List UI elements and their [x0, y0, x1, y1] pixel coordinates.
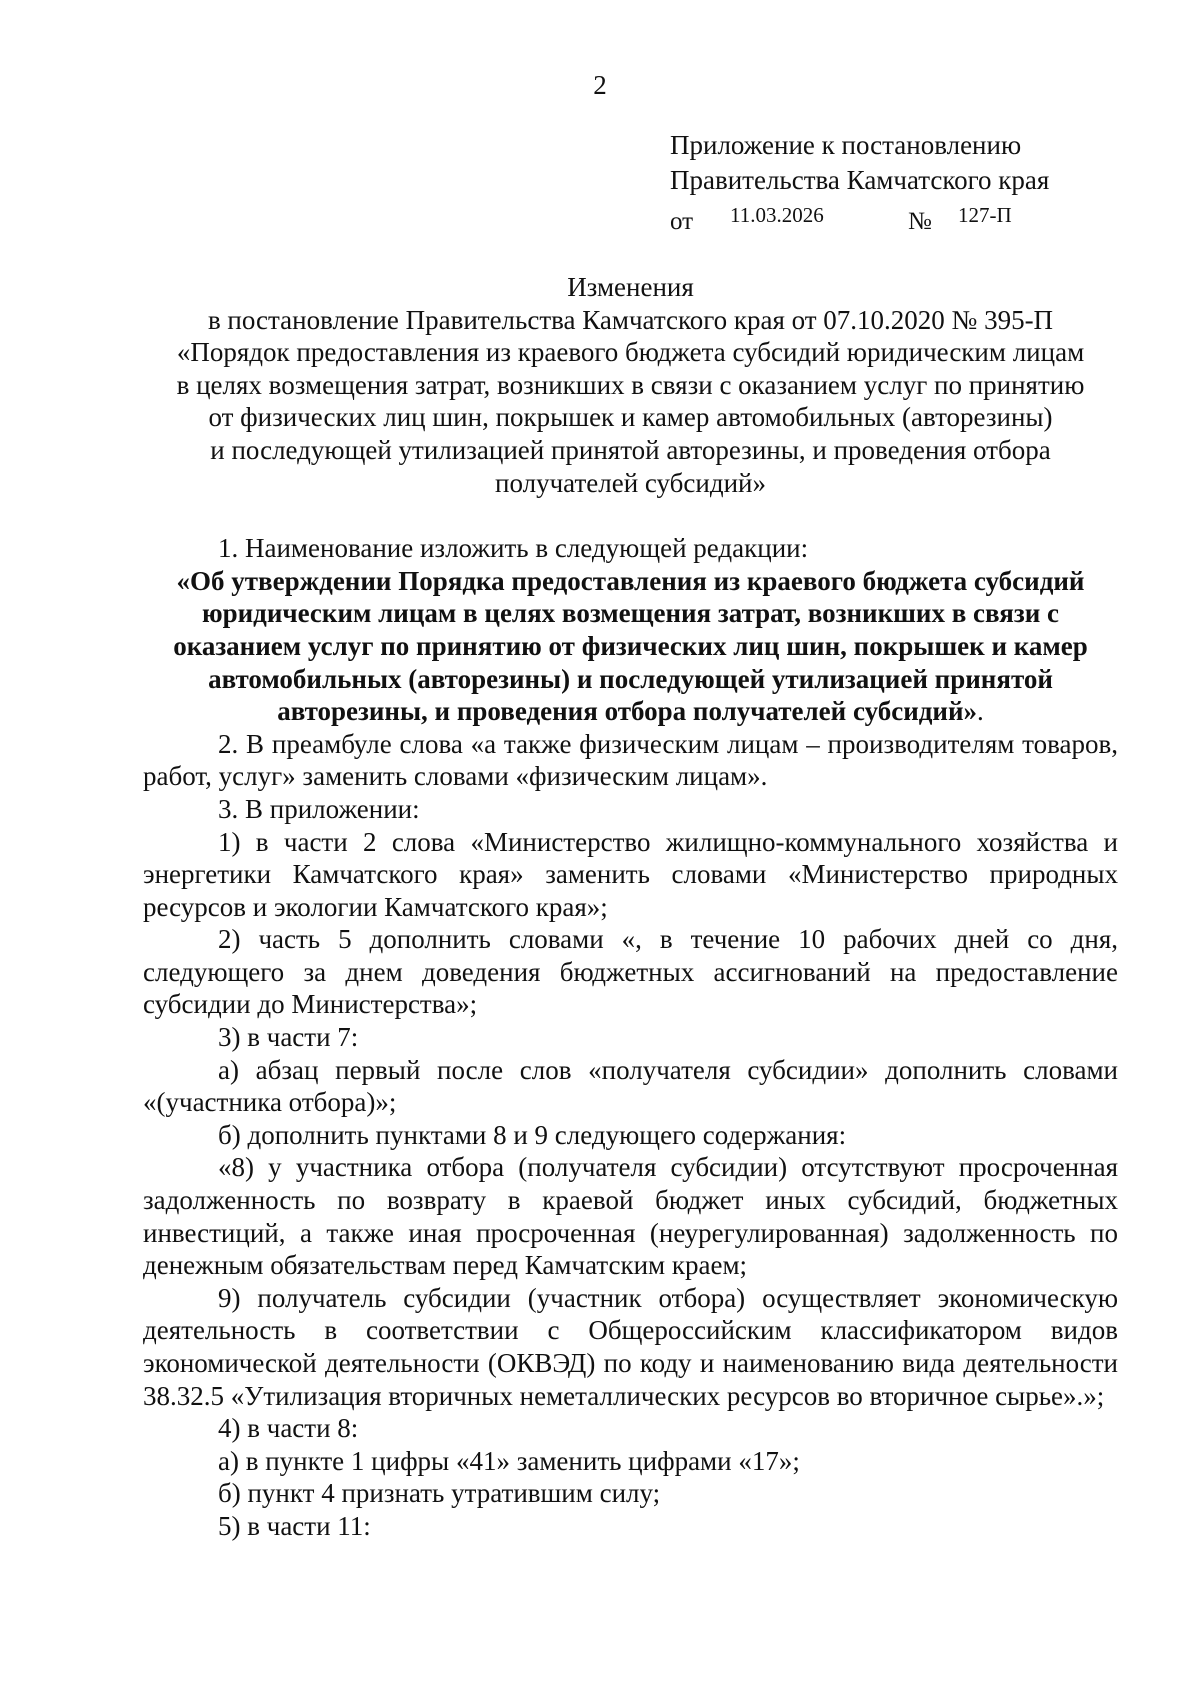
document-title — [143, 271, 1118, 499]
from-label: от — [670, 208, 694, 235]
page-number: 2 — [593, 70, 607, 100]
document-content — [143, 271, 1118, 1543]
item-3-5: 5) в части 11: — [218, 1510, 371, 1541]
item-3-2: 2) часть 5 дополнить словами «, в течение 10 рабочих дней со дня, следующего за днем доведения бюджетных ассигнований на предоставление субсидии до Министерства»; — [143, 924, 1118, 1020]
item-3-3-b: б) дополнить пунктами 8 и 9 следующего содержания: — [218, 1119, 847, 1150]
item-3: 3. В приложении: — [218, 793, 420, 824]
appendix-line: Приложение к постановлению — [670, 130, 1022, 160]
item-3-4-b: б) пункт 4 признать утратившим силу; — [218, 1478, 661, 1509]
appendix-line: Правительства Камчатского края — [670, 165, 1050, 195]
new-title-period: . — [977, 696, 984, 727]
title-line: «Порядок предоставления из краевого бюджета субсидий юридическим лицам — [176, 337, 1085, 368]
item-3-4: 4) в части 8: — [218, 1413, 359, 1444]
item-3-3-b-9: 9) получатель субсидии (участник отбора) осуществляет экономическую деятельность в соответствии с Общероссийским классификатором видов экономической деятельности (ОКВЭД) по коду и наименованию вида деятельности 38.32.5 «Утилизация вторичных неметаллических ресурсов во вторичное сырье».»; — [143, 1282, 1118, 1411]
item-2: 2. В преамбуле слова «а также физическим лицам – производителям товаров, работ, услуг» заменить словами «физическим лицам». — [143, 728, 1118, 792]
title-line: в целях возмещения затрат, возникших в связи с оказанием услуг по принятию — [176, 369, 1085, 400]
title-line: от физических лиц шин, покрышек и камер автомобильных (авторезины) — [208, 402, 1053, 433]
appendix-date-line — [670, 198, 1140, 234]
title-line: Изменения — [567, 272, 694, 302]
title-line: получателей субсидий» — [495, 467, 766, 498]
item-3-3-b-8: «8) у участника отбора (получателя субсидии) отсутствуют просроченная задолженность по возврату в краевой бюджет иных субсидий, бюджетных инвестиций, а также иная просроченная (неурегулированная) задолженность по денежным обязательствам перед Камчатским краем; — [143, 1152, 1118, 1281]
item-3-1: 1) в части 2 слова «Министерство жилищно-коммунального хозяйства и энергетики Камчатского края» заменить словами «Министерство природных ресурсов и экологии Камчатского края»; — [143, 826, 1118, 922]
number-sign: № — [908, 208, 932, 235]
title-line: и последующей утилизацией принятой авторезины, и проведения отбора — [210, 434, 1051, 465]
new-title-line: автомобильных (авторезины) и последующей утилизацией принятой — [208, 663, 1053, 694]
new-title-last-text: авторезины, и проведения отбора получателей субсидий» — [277, 696, 978, 727]
item-3-3: 3) в части 7: — [218, 1022, 359, 1053]
new-title-line: оказанием услуг по принятию от физических лиц шин, покрышек и камер — [173, 630, 1088, 661]
item-3-3-a: а) абзац первый после слов «получателя субсидии» дополнить словами «(участника отбора)»; — [143, 1054, 1118, 1118]
item-1: 1. Наименование изложить в следующей редакции: — [218, 533, 809, 564]
new-title-line: «Об утверждении Порядка предоставления из краевого бюджета субсидий — [176, 565, 1085, 596]
decree-number: 127-П — [958, 203, 1012, 227]
title-line: в постановление Правительства Камчатского края от 07.10.2020 № 395-П — [207, 304, 1054, 335]
new-title-last-line — [143, 695, 1118, 728]
decree-date: 11.03.2026 — [730, 203, 824, 227]
new-title-line: юридическим лицам в целях возмещения затрат, возникших в связи с — [201, 598, 1060, 629]
appendix-header — [670, 128, 1140, 234]
item-3-4-a: а) в пункте 1 цифры «41» заменить цифрами «17»; — [218, 1445, 800, 1476]
